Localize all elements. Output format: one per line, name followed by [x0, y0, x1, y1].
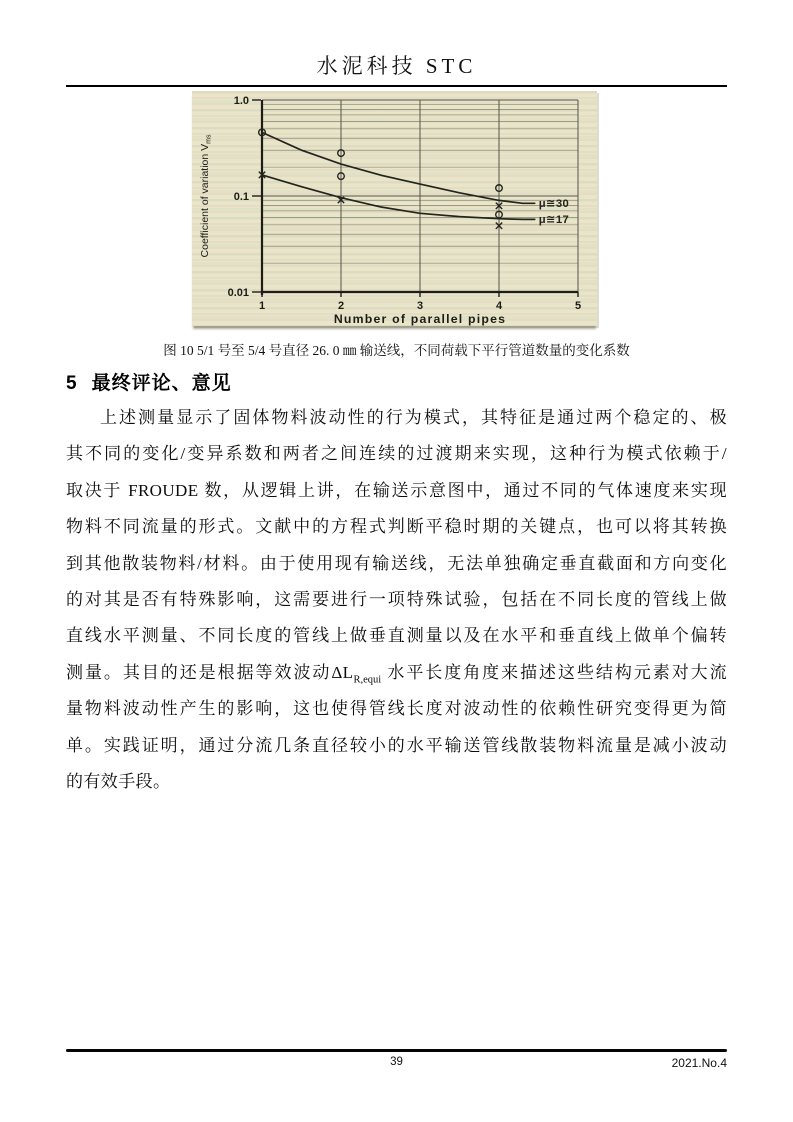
svg-text:0.01: 0.01: [227, 287, 249, 299]
figure-caption: 图 10 5/1 号至 5/4 号直径 26. 0 ㎜ 输送线，不同荷载下平行管道数量的变化系数: [163, 343, 630, 358]
variation-coefficient-chart: [192, 91, 597, 326]
svg-text:1.0: 1.0: [233, 95, 249, 107]
paragraph-line: 其不同的变化/变异系数和两者之间连续的过渡期来实现，这种行为模式依赖于/: [66, 444, 727, 464]
paragraph-line: 物料不同流量的形式。文献中的方程式判断平稳时期的关键点，也可以将其转换: [66, 517, 727, 537]
paragraph-line: 单。实践证明，通过分流几条直径较小的水平输送管线散装物料流量是减小波动: [66, 735, 727, 755]
svg-text:μ≅17: μ≅17: [538, 214, 570, 227]
svg-text:0.1: 0.1: [233, 191, 249, 203]
body-paragraph: [66, 400, 727, 800]
journal-title: 水泥科技 STC: [316, 54, 477, 78]
header-rule: [66, 85, 727, 87]
paragraph-line: 量物料波动性产生的影响，这也使得管线长度对波动性的依赖性研究变得更为简: [66, 699, 727, 719]
paragraph-line: 直线水平测量、不同长度的管线上做垂直测量以及在水平和垂直线上做单个偏转: [66, 626, 727, 646]
section-number: 5: [66, 373, 78, 394]
svg-text:1: 1: [258, 300, 266, 312]
paragraph-line: 的有效手段。: [66, 771, 171, 791]
section-title: 最终评论、意见: [91, 373, 232, 394]
svg-text:5: 5: [574, 300, 582, 312]
footer-rule: [66, 1049, 727, 1052]
paragraph-line: 取决于 FROUDE 数，从逻辑上讲，在输送示意图中，通过不同的气体速度来实现: [66, 480, 727, 500]
svg-text:Coefficient of variation Vms: Coefficient of variation $V_{ms}$: [199, 134, 213, 258]
section-heading: [66, 368, 232, 395]
page-number: 39: [390, 1056, 403, 1068]
paragraph-line: 上述测量显示了固体物料波动性的行为模式，其特征是通过两个稳定的、极: [100, 408, 727, 427]
svg-text:μ≅30: μ≅30: [538, 198, 570, 211]
svg-text:2: 2: [337, 300, 345, 312]
svg-text:Number of parallel pipes: Number of parallel pipes: [333, 312, 507, 326]
paragraph-line: 测量。其目的还是根据等效波动$\Delta L_{R,equi}$ 水平长度角度来描述这些结构元素对大流: [66, 662, 727, 686]
svg-text:3: 3: [416, 300, 424, 312]
paragraph-line: 的对其是否有特殊影响，这需要进行一项特殊试验，包括在不同长度的管线上做: [66, 589, 727, 609]
issue-number: 2021.No.4: [671, 1056, 727, 1070]
svg-text:4: 4: [495, 300, 503, 312]
paragraph-line: 到其他散装物料/材料。由于使用现有输送线，无法单独确定垂直截面和方向变化: [66, 553, 727, 573]
